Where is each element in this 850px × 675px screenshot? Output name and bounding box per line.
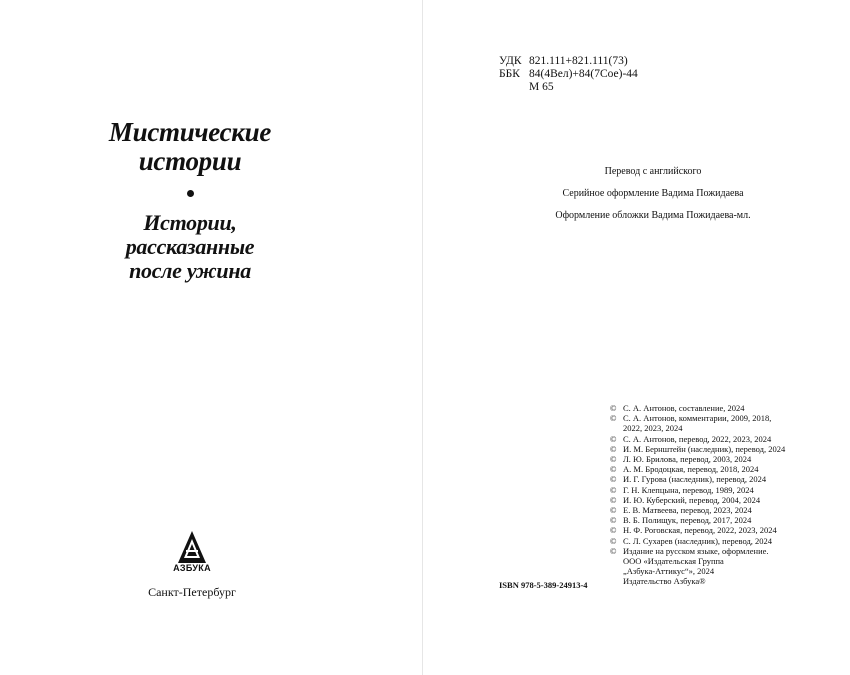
copyright-entry: © Л. Ю. Брилова, перевод, 2003, 2024 — [610, 454, 752, 465]
copyright-symbol: © — [610, 403, 617, 413]
translation-credit: Перевод с английского — [604, 166, 702, 177]
copyright-symbol: © — [610, 443, 617, 454]
copyright-entry: © С. А. Антонов, перевод, 2022, 2023, 2024 — [610, 433, 772, 444]
copyright-symbol: © — [610, 494, 617, 505]
copyright-entry: © И. М. Бернштейн (наследник), перевод, 2024 — [610, 443, 786, 454]
copyright-symbol: © — [610, 433, 617, 444]
copyright-symbol: © — [610, 535, 617, 546]
bbk-value: 84(4Вел)+84(7Сое)-44 — [529, 68, 638, 80]
copyright-symbol: © — [610, 464, 617, 475]
copyright-symbol: © — [610, 505, 617, 516]
copyright-entry: © Н. Ф. Роговская, перевод, 2022, 2023, 2024 — [610, 525, 777, 536]
azbuka-logo-icon — [177, 530, 207, 564]
subtitle-line: рассказанные — [125, 234, 255, 259]
copyright-symbol: © — [610, 545, 617, 556]
copyright-symbol: © — [610, 474, 617, 485]
copyright-entry: © Г. Н. Клепцына, перевод, 1989, 2024 — [610, 484, 754, 495]
copyright-entry: © И. Г. Гурова (наследник), перевод, 2024 — [610, 474, 767, 485]
series-design-credit: Серийное оформление Вадима Пожидаева — [562, 188, 744, 199]
bbk-row — [499, 68, 638, 81]
book-title — [80, 118, 300, 176]
copyright-symbol: © — [610, 525, 617, 536]
bbk-label: ББК — [499, 68, 520, 80]
publisher-logo-text: АЗБУКА — [173, 563, 211, 573]
title-separator-bullet — [187, 190, 194, 197]
copyright-entry-continuation: Издательство Азбука® — [623, 576, 706, 587]
udk-row — [499, 55, 638, 68]
author-mark: М 65 — [529, 81, 554, 93]
subtitle-line: Истории, — [143, 210, 237, 235]
udk-value: 821.111+821.111(73) — [529, 55, 628, 67]
copyright-entry: © С. А. Антонов, комментарии, 2009, 2018, — [610, 413, 772, 424]
copyright-entry: © С. А. Антонов, составление, 2024 — [610, 403, 745, 413]
copyright-entry: © Издание на русском языке, оформление. — [610, 545, 769, 556]
left-page — [0, 0, 422, 675]
book-title-block — [80, 118, 300, 283]
classification-codes — [499, 55, 638, 94]
copyright-entry: © С. Л. Сухарев (наследник), перевод, 2024 — [610, 535, 773, 546]
copyright-entry: © Е. В. Матвеева, перевод, 2023, 2024 — [610, 505, 752, 516]
title-line: истории — [138, 146, 242, 176]
subtitle-line: после ужина — [129, 258, 251, 283]
title-line: Мистические — [108, 117, 272, 147]
copyright-list — [610, 403, 845, 587]
udk-label: УДК — [499, 55, 522, 67]
cover-design-credit: Оформление обложки Вадима Пожидаева-мл. — [555, 210, 751, 221]
book-subtitle — [80, 211, 300, 283]
isbn: ISBN 978-5-389-24913-4 — [499, 580, 588, 590]
copyright-symbol: © — [610, 484, 617, 495]
copyright-symbol: © — [610, 515, 617, 526]
copyright-entry: © В. Б. Полищук, перевод, 2017, 2024 — [610, 515, 752, 526]
copyright-symbol: © — [610, 413, 617, 424]
publication-city: Санкт-Петербург — [148, 585, 236, 599]
right-page — [423, 0, 850, 675]
copyright-entry: © А. М. Бродоцкая, перевод, 2018, 2024 — [610, 464, 759, 475]
copyright-entry-continuation: 2022, 2023, 2024 — [623, 423, 683, 434]
copyright-entry-continuation: „Азбука-Аттикус“», 2024 — [623, 566, 715, 577]
publisher-logo — [166, 530, 218, 573]
credits-block — [483, 165, 823, 231]
copyright-entry: © И. Ю. Куберский, перевод, 2004, 2024 — [610, 494, 761, 505]
copyright-entry-continuation: ООО «Издательская Группа — [623, 556, 724, 567]
copyright-symbol: © — [610, 454, 617, 465]
